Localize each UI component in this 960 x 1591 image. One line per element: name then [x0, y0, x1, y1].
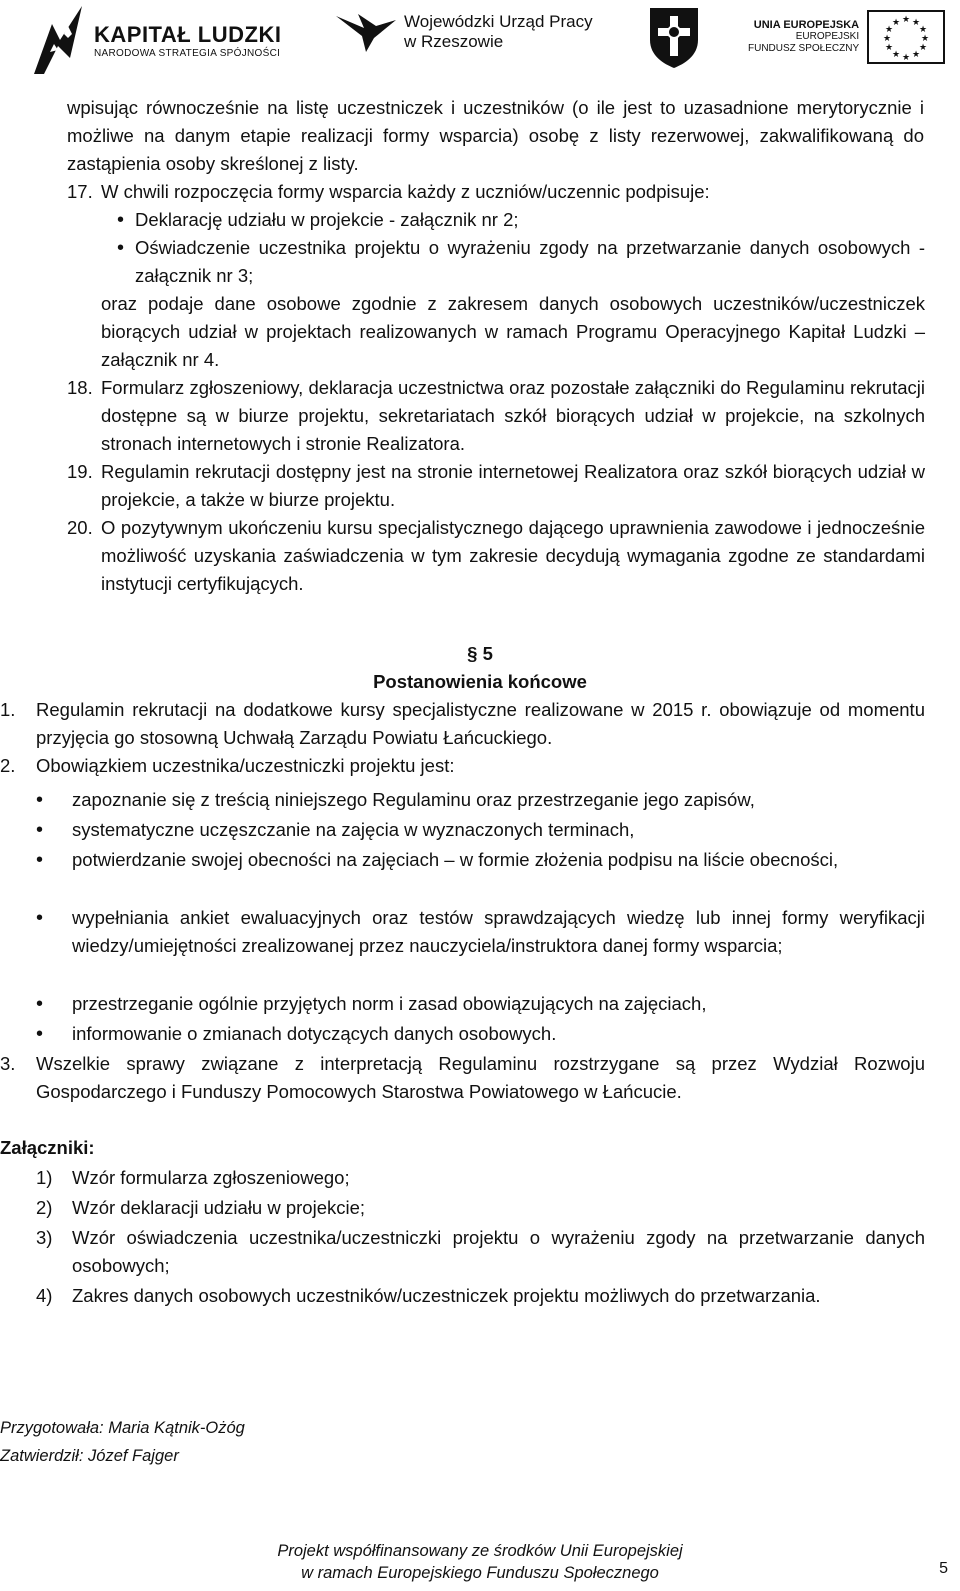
- final-paragraph-3: Wszelkie sprawy związane z interpretacją Regulaminu rozstrzygane są przez Wydział Rozwoju Gospodarczego i Funduszy Pomocowych Starostwa Powiatowego w Łańcucie.: [36, 1053, 925, 1102]
- attachment-1: Wzór formularza zgłoszeniowego;: [72, 1167, 350, 1188]
- svg-text:★: ★: [912, 49, 921, 59]
- svg-text:★: ★: [902, 14, 911, 24]
- attachment-4: Zakres danych osobowych uczestników/uczestniczek projektu możliwych do przetwarzania.: [72, 1285, 821, 1306]
- obligation-3: potwierdzanie swojej obecności na zajęciach – w formie złożenia podpisu na liście obecności,: [72, 849, 839, 870]
- paragraph-17: W chwili rozpoczęcia formy wsparcia każdy z uczniów/uczennic podpisuje:: [101, 181, 710, 202]
- svg-text:★: ★: [885, 42, 894, 52]
- svg-text:★: ★: [919, 24, 928, 34]
- svg-text:★: ★: [892, 49, 901, 59]
- paragraph-20: O pozytywnym ukończeniu kursu specjalistycznego dającego uprawnienia zawodowe i jednocześnie możliwość uzyskania zaświadczenia w tym zakresie decydują wymagania zgodne ze standardami instytucji certyfikujących.: [101, 517, 925, 594]
- attachment-number-4: 4): [36, 1285, 53, 1306]
- bullet: •: [117, 209, 125, 231]
- paragraph-16-continuation: wpisując równocześnie na listę uczestniczek i uczestników (o ile jest to uzasadnione merytorycznie i możliwe na danym etapie realizacji formy wsparcia) osobę z listy rezerwowej, zakwalifikowaną do zastąpienia osoby skreślonej z listy.: [67, 97, 924, 174]
- prepared-by: Przygotowała: Maria Kątnik-Ożóg: [0, 1419, 245, 1437]
- wup-line-1: Wojewódzki Urząd Pracy: [404, 12, 593, 31]
- section-mark: § 5: [467, 643, 493, 664]
- page-footer: [0, 1540, 960, 1584]
- wup-bird-icon: [336, 10, 396, 54]
- bullet: •: [36, 1023, 44, 1045]
- svg-text:★: ★: [912, 17, 921, 27]
- obligation-4: wypełniania ankiet ewaluacyjnych oraz testów sprawdzających wiedzę lub innej formy weryfikacji wiedzy/umiejętności zrealizowanej przez nauczyciela/instruktora danej formy wsparcia;: [72, 907, 925, 956]
- obligation-5: przestrzeganie ogólnie przyjętych norm i zasad obowiązujących na zajęciach,: [72, 993, 707, 1014]
- attachment-3: Wzór oświadczenia uczestnika/uczestniczki projektu o wyrażeniu zgody na przetwarzanie danych osobowych;: [72, 1227, 925, 1276]
- item-number-18: 18.: [67, 377, 93, 398]
- attachment-number-1: 1): [36, 1167, 53, 1188]
- bullet: •: [36, 789, 44, 811]
- bullet: •: [36, 993, 44, 1015]
- wup-logo: [336, 10, 593, 54]
- svg-text:★: ★: [892, 17, 901, 27]
- paragraph-17-tail: oraz podaje dane osobowe zgodnie z zakresem danych osobowych uczestników/uczestniczek biorących udział w projektach realizowanych w ramach Programu Operacyjnego Kapitał Ludzki – załącznik nr 4.: [101, 293, 925, 370]
- bullet: •: [36, 819, 44, 841]
- ue-line-3: FUNDUSZ SPOŁECZNY: [748, 43, 860, 54]
- kapital-ludzki-emblem-icon: [30, 4, 88, 76]
- page-number: 5: [939, 1560, 948, 1577]
- wup-line-2: w Rzeszowie: [404, 32, 504, 51]
- ue-line-1: UNIA EUROPEJSKA: [753, 19, 860, 31]
- kl-subtitle: NARODOWA STRATEGIA SPÓJNOŚCI: [94, 47, 281, 59]
- page-header: [0, 0, 960, 90]
- paragraph-17-bullet-2: Oświadczenie uczestnika projektu o wyrażeniu zgody na przetwarzanie danych osobowych - załącznik nr 3;: [135, 237, 925, 286]
- item-number-1: 1.: [0, 699, 16, 720]
- footer-line-1: Projekt współfinansowany ze środków Unii Europejskiej: [277, 1542, 683, 1560]
- item-number-2: 2.: [0, 755, 16, 776]
- attachment-number-2: 2): [36, 1197, 53, 1218]
- county-crest: [648, 6, 700, 70]
- attachment-number-3: 3): [36, 1227, 53, 1248]
- eu-flag-icon: [867, 10, 945, 64]
- obligation-2: systematyczne uczęszczanie na zajęcia w wyznaczonych terminach,: [72, 819, 635, 840]
- bullet: •: [36, 907, 44, 929]
- bullet: •: [117, 237, 125, 259]
- attachments-title: Załączniki:: [0, 1137, 95, 1158]
- svg-text:★: ★: [883, 33, 892, 43]
- section-title: Postanowienia końcowe: [373, 671, 587, 692]
- footer-line-2: w ramach Europejskiego Funduszu Społecznego: [301, 1564, 659, 1582]
- paragraph-17-bullet-1: Deklarację udziału w projekcie - załącznik nr 2;: [135, 209, 519, 230]
- shield-icon: [648, 6, 700, 70]
- bullet: •: [36, 849, 44, 871]
- kapital-ludzki-logo: [30, 4, 281, 76]
- obligation-1: zapoznanie się z treścią niniejszego Regulaminu oraz przestrzeganie jego zapisów,: [72, 789, 755, 810]
- obligation-6: informowanie o zmianach dotyczących danych osobowych.: [72, 1023, 557, 1044]
- item-number-3: 3.: [0, 1053, 16, 1074]
- item-number-19: 19.: [67, 461, 93, 482]
- kl-title: KAPITAŁ LUDZKI: [94, 21, 282, 47]
- svg-text:★: ★: [919, 42, 928, 52]
- paragraph-19: Regulamin rekrutacji dostępny jest na stronie internetowej Realizatora oraz szkół biorących udział w projekcie, a także w biurze projektu.: [101, 461, 925, 510]
- ue-line-2: EUROPEJSKI: [795, 31, 860, 42]
- item-number-20: 20.: [67, 517, 93, 538]
- eu-logo: [748, 10, 945, 64]
- paragraph-18: Formularz zgłoszeniowy, deklaracja uczestnictwa oraz pozostałe załączniki do Regulaminu rekrutacji dostępne są w biurze projektu, sekretariatach szkół biorących udział w projekcie, na szkolnych stronach internetowych i stronie Realizatora.: [101, 377, 925, 454]
- approved-by: Zatwierdził: Józef Fajger: [0, 1447, 179, 1465]
- item-number-17: 17.: [67, 181, 93, 202]
- attachment-2: Wzór deklaracji udziału w projekcie;: [72, 1197, 366, 1218]
- svg-text:★: ★: [921, 33, 930, 43]
- svg-text:★: ★: [885, 24, 894, 34]
- final-paragraph-2: Obowiązkiem uczestnika/uczestniczki projektu jest:: [36, 755, 455, 776]
- final-paragraph-1: Regulamin rekrutacji na dodatkowe kursy specjalistyczne realizowane w 2015 r. obowiązuje od momentu przyjęcia go stosowną Uchwałą Zarządu Powiatu Łańcuckiego.: [36, 699, 925, 748]
- svg-text:★: ★: [902, 52, 911, 62]
